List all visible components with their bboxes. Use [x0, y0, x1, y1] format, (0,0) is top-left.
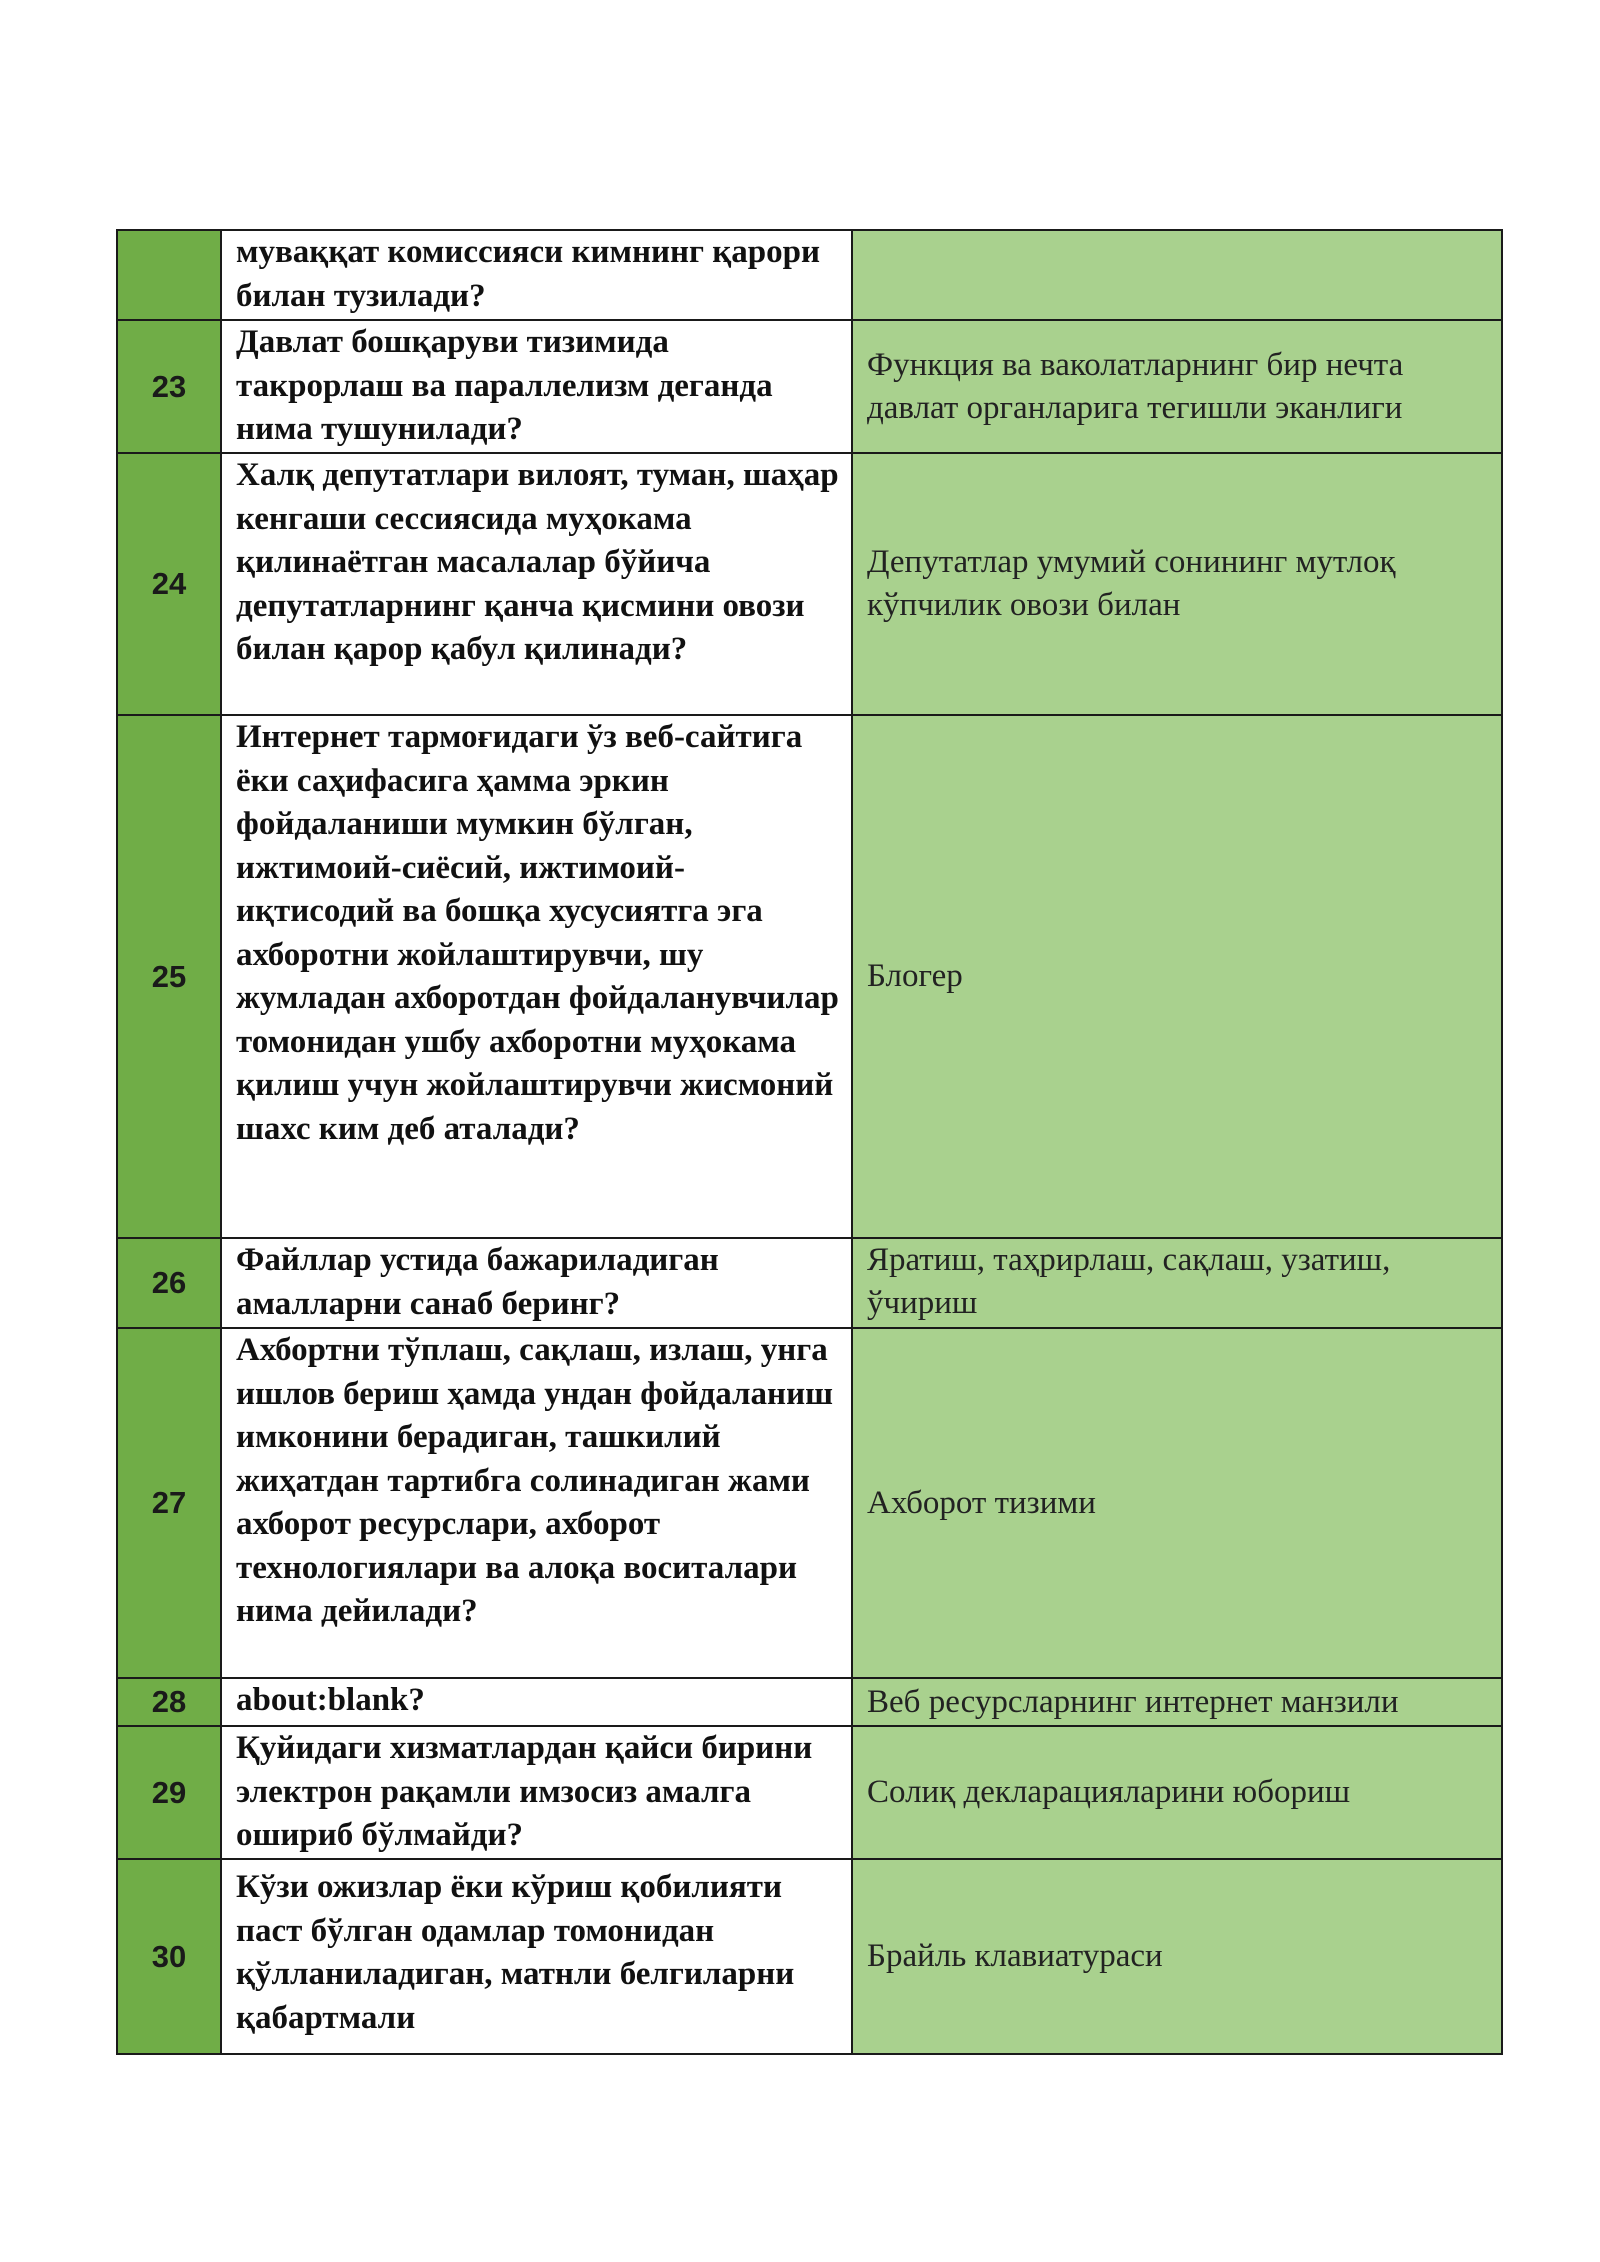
qa-table [116, 229, 1503, 2055]
row-number: 24 [117, 453, 221, 715]
question-text: Интернет тармоғидаги ўз веб-сайтига ёки саҳифасига ҳамма эркин фойдаланиши мумкин бўлган, ижтимоий-сиёсий, ижтимоий-иқтисодий ва бошқа хусусиятга эга ахборотни жойлаштирувчи, шу жумладан ахборотдан фойдаланувчилар томонидан ушбу ахборотни муҳокама қилиш учун жойлаштирувчи жисмоний шахс ким деб аталади? [221, 715, 852, 1238]
row-number: 29 [117, 1726, 221, 1859]
question-text: муваққат комиссияси кимнинг қарори билан тузилади? [221, 230, 852, 320]
row-number: 25 [117, 715, 221, 1238]
answer-text [852, 230, 1502, 320]
answer-text: Веб ресурсларнинг интернет манзили [852, 1678, 1502, 1726]
row-number: 27 [117, 1328, 221, 1678]
row-number: 26 [117, 1238, 221, 1328]
row-number: 28 [117, 1678, 221, 1726]
answer-text: Брайль клавиатураси [852, 1859, 1502, 2054]
question-text: Қуйидаги хизматлардан қайси бирини электрон рақамли имзосиз амалга ошириб бўлмайди? [221, 1726, 852, 1859]
answer-text: Ахборот тизими [852, 1328, 1502, 1678]
question-text: Халқ депутатлари вилоят, туман, шаҳар кенгаши сессиясида муҳокама қилинаётган масалалар бўйича депутатларнинг қанча қисмини овози билан қарор қабул қилинади? [221, 453, 852, 715]
row-number [117, 230, 221, 320]
table-row [117, 320, 1502, 453]
table-row [117, 453, 1502, 715]
table-row [117, 230, 1502, 320]
answer-text: Функция ва ваколатларнинг бир нечта давлат органларига тегишли эканлиги [852, 320, 1502, 453]
question-text: Файллар устида бажариладиган амалларни санаб беринг? [221, 1238, 852, 1328]
table-row [117, 1238, 1502, 1328]
answer-text: Солиқ декларацияларини юбориш [852, 1726, 1502, 1859]
question-text: about:blank? [221, 1678, 852, 1726]
answer-text: Яратиш, таҳрирлаш, сақлаш, узатиш, ўчириш [852, 1238, 1502, 1328]
table-row [117, 1678, 1502, 1726]
answer-text: Депутатлар умумий сонининг мутлоқ кўпчилик овози билан [852, 453, 1502, 715]
table-row [117, 1726, 1502, 1859]
table-row [117, 1859, 1502, 2054]
table-row [117, 715, 1502, 1238]
table-row [117, 1328, 1502, 1678]
question-text: Давлат бошқаруви тизимида такрорлаш ва параллелизм деганда нима тушунилади? [221, 320, 852, 453]
answer-text: Блогер [852, 715, 1502, 1238]
row-number: 23 [117, 320, 221, 453]
question-text: Кўзи ожизлар ёки кўриш қобилияти паст бўлган одамлар томонидан қўлланиладиган, матнли белгиларни қабартмали [221, 1859, 852, 2054]
question-text: Ахбортни тўплаш, сақлаш, излаш, унга ишлов бериш ҳамда ундан фойдаланиш имконини берадиган, ташкилий жиҳатдан тартибга солинадиган жами ахборот ресурслари, ахборот технологиялари ва алоқа воситалари нима дейилади? [221, 1328, 852, 1678]
row-number: 30 [117, 1859, 221, 2054]
